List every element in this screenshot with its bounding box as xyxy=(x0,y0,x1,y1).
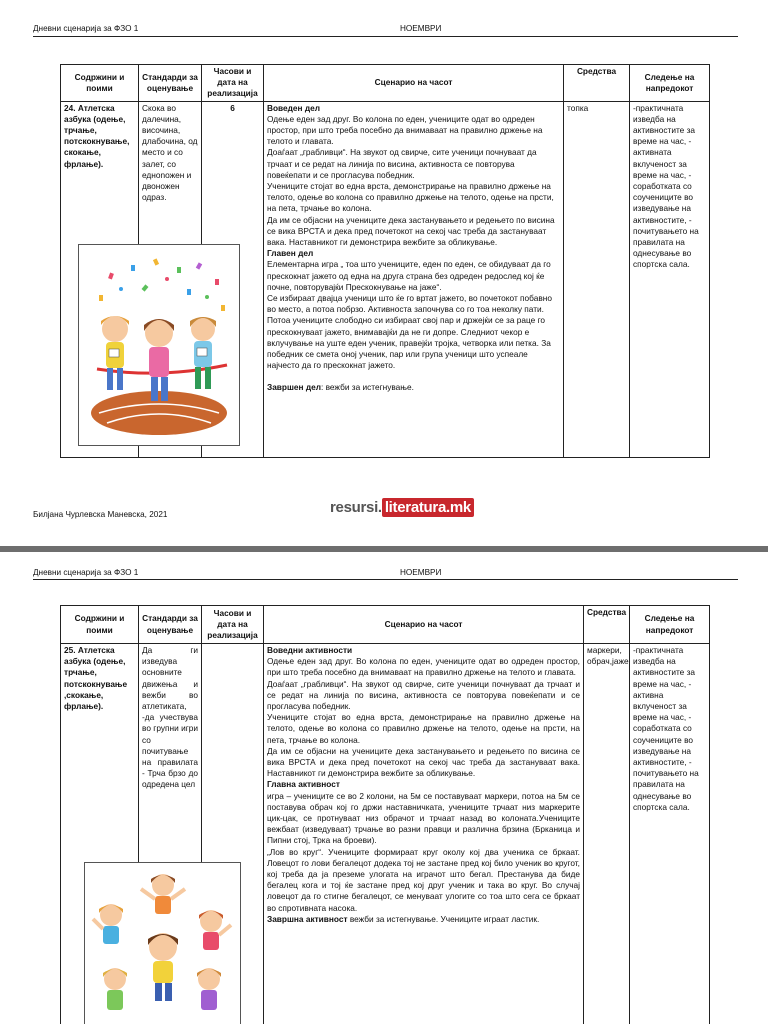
kid-right-bottom xyxy=(197,968,221,1010)
col-header-resources: Средства xyxy=(564,65,630,102)
intro-paragraph: Да им се објасни на учениците дека застанувањето и редењето по висина се вика ВРСТА и дека пред почетокот на секој час треба да застануваат вака. Наставникот ги демонстрира вежбите за обликување. xyxy=(267,214,555,248)
illustration-kids-jumping xyxy=(84,862,241,1024)
header-title: Дневни сценарија за ФЗО 1 xyxy=(33,24,139,33)
main-paragraph: Елементарна игра „ тоа што учениците, еден по еден, се обидуваат да го прескокнат јажето од една на друга страна без одреден редослед кој ќе почне, повторувајќи Прескокнување на јаже“. xyxy=(267,259,551,292)
lesson-scenario xyxy=(264,101,564,457)
table-header-row xyxy=(61,65,710,102)
end-section xyxy=(267,914,580,925)
lesson-tracking: -практичната изведба на активностите за време на час, - активната вклученост за време на час, - соработката со соучениците во изведување на активностите, - почитувањето на правилата на однесување во спортска сала. xyxy=(630,101,710,457)
end-title: Завршен дел xyxy=(267,382,321,393)
col-header-hours: Часови и дата на реализација xyxy=(202,65,264,102)
col-header-standards: Стандарди за оценување xyxy=(139,65,202,102)
main-title: Главен дел xyxy=(267,248,314,259)
intro-paragraph: Учениците стојат во една врста, демонстрирање на правилно држење на телото, одење во колона со правилно држење на телото, одење на прсти, на пета, трчање во колона. xyxy=(267,712,580,745)
col-header-tracking: Следење на напредокот xyxy=(630,606,710,644)
main-paragraph: „Лов во круг“. Учениците формираат круг околу кој два ученика се бркаат. Ловецот го лови бегалецот додека тој не застане пред кој било ученик во кругот, кој треба да ја преземе улогата на играчот што бегал. Престанува да биде бегалец кога и тој ќе застане пред кој друг ученик и така во круг. Во случај ловецот да го стигне бегалецот, се менуваат улогите со тоа што сега се бркаат во спротивната насока. xyxy=(267,846,580,913)
intro-paragraph: Доаѓаат „грабливци“. На звукот од свирче, сите ученици почнуваат да трчаат и се редат на линија по висина, активноста се повторува повеќепати и се прогласува победник. xyxy=(267,147,537,180)
logo-part-a: resursi. xyxy=(330,499,382,516)
intro-paragraph: Да им се објасни на учениците дека застанувањето и редењето по висина се вика ВРСТА и дека пред почетокот на секој час треба да застануваат вака. Наставникот ги демонстрира вежбите за обликување. xyxy=(267,745,580,779)
kid-right xyxy=(190,317,216,389)
col-header-tracking: Следење на напредокот xyxy=(630,65,710,102)
track-ground xyxy=(91,391,227,435)
intro-paragraph: Доаѓаат „грабливци“. На звукот од свирче, сите ученици почнуваат да трчаат и се редат на линија по висина, активноста се повторува повеќепати и се прогласува победник. xyxy=(267,678,580,712)
col-header-scenario: Сценарио на часот xyxy=(264,65,564,102)
logo-part-b: literatura.mk xyxy=(382,498,474,517)
kid-left-bottom xyxy=(103,968,127,1010)
page-2 xyxy=(0,552,768,1024)
intro-paragraph: Одење еден зад друг. Во колона по еден, учениците одат во одреден простор, при што треба посебно да внимаваат на правилно држење на телото и главата. xyxy=(267,656,580,678)
illustration-kids-running xyxy=(78,244,240,446)
lesson-content: 25. Атлетска азбука (одење, трчање, потскокнување ,скокање, фрлање). xyxy=(61,644,139,1024)
intro-paragraph: Учениците стојат во една врста, демонстрирање на правилно држење на телото, одење во колона со правилно држење на телото, одење на прсти, на пета, трчање во колона. xyxy=(267,181,554,214)
confetti xyxy=(99,258,225,311)
header-month: НОЕМВРИ xyxy=(400,568,442,577)
col-header-resources: Средства xyxy=(584,606,630,644)
intro-title: Воведни активности xyxy=(267,645,353,655)
intro-paragraph: Одење еден зад друг. Во колона по еден, учениците одат во одреден простор, при што треба посебно да внимаваат на правилно држење на телото и главата. xyxy=(267,113,543,147)
header-rule xyxy=(33,36,738,37)
header-month: НОЕМВРИ xyxy=(400,24,442,33)
main-paragraph: игра – учениците се во 2 колони, на 5м се поставуваат маркери, потоа на 5м се поставува обрач кој го држи наставничката, учениците трчаат низ маркерите цик-цак, се протнуваат низ обрачот и трчаат назад во колоната.Учениците вежбаат (изведуваат) трчање во разни правци и различна брзина (Брканица и Пипни стој, Трка на броеви). xyxy=(267,790,580,846)
lesson-resources: топка xyxy=(564,101,630,457)
kid-top xyxy=(141,874,185,914)
header-title: Дневни сценарија за ФЗО 1 xyxy=(33,568,139,577)
kids-jumping-picture xyxy=(85,863,240,1024)
table-header-row xyxy=(61,606,710,644)
end-text: вежби за истегнување. Учениците играат ластик. xyxy=(347,913,540,924)
end-title: Завршна активност xyxy=(267,913,348,924)
kid-left-top xyxy=(93,904,123,944)
end-section xyxy=(267,382,560,393)
kids-running-picture xyxy=(79,245,239,445)
lesson-hours: 6 xyxy=(202,101,264,457)
intro-title: Воведен дел xyxy=(267,102,321,113)
col-header-content: Содржини и поими xyxy=(61,65,139,102)
lesson-standards: Да ги изведува основните движења и вежби во атлетиката, -да учествува во групни игри со почитување на правилата - Трча брзо до одредена цел xyxy=(139,644,202,1024)
col-header-content: Содржини и поими xyxy=(61,606,139,644)
header-rule xyxy=(33,579,738,580)
main-title: Главна активност xyxy=(267,779,340,790)
lesson-content: 24. Атлетска азбука (одење, трчање, потскокнување, скокање, фрлање). xyxy=(61,101,139,457)
lesson-resources: маркери, обрач,јаже xyxy=(584,644,630,1024)
end-text: : вежби за истегнување. xyxy=(320,382,414,393)
kid-center xyxy=(148,933,178,1001)
lesson-tracking: -практичната изведба на активностите за време на час, - активна вклученост за време на час, - соработката со соучениците во изведување на активностите, - почитувањето на правилата на однесување во спортска сала. xyxy=(630,644,710,1024)
col-header-standards: Стандарди за оценување xyxy=(139,606,202,644)
col-header-hours: Часови и дата на реализација xyxy=(202,606,264,644)
author-credit: Билјана Чурлевска Маневска, 2021 xyxy=(33,510,168,519)
col-header-scenario: Сценарио на часот xyxy=(264,606,584,644)
kid-left xyxy=(101,316,129,390)
kid-middle xyxy=(144,319,174,401)
lesson-standards: Скока во далечина, височина, длабочина, од место и со залет, со еднonожен и двоножен одраз. xyxy=(139,101,202,457)
lesson-scenario xyxy=(264,644,584,1024)
kid-right-top xyxy=(199,910,231,950)
site-logo xyxy=(330,499,474,516)
main-paragraph: Се избираат двајца ученици што ќе го вртат јажето, во почетокот побавно во место, а потоа побрзо. Активноста започнува со го тоа неколку пати. Потоа учениците слободно си избираат свој пар и држејќи се за раце го прескокнуваат јажето, внимавајќи да не ги допре. Следниот чекор е вклучување на уште еден ученик, правејќи тројка, четворка или петка. За победник се смета оној ученик, пар или група ученици што успеале најчесто да го прескокнат јажето. xyxy=(267,293,552,371)
